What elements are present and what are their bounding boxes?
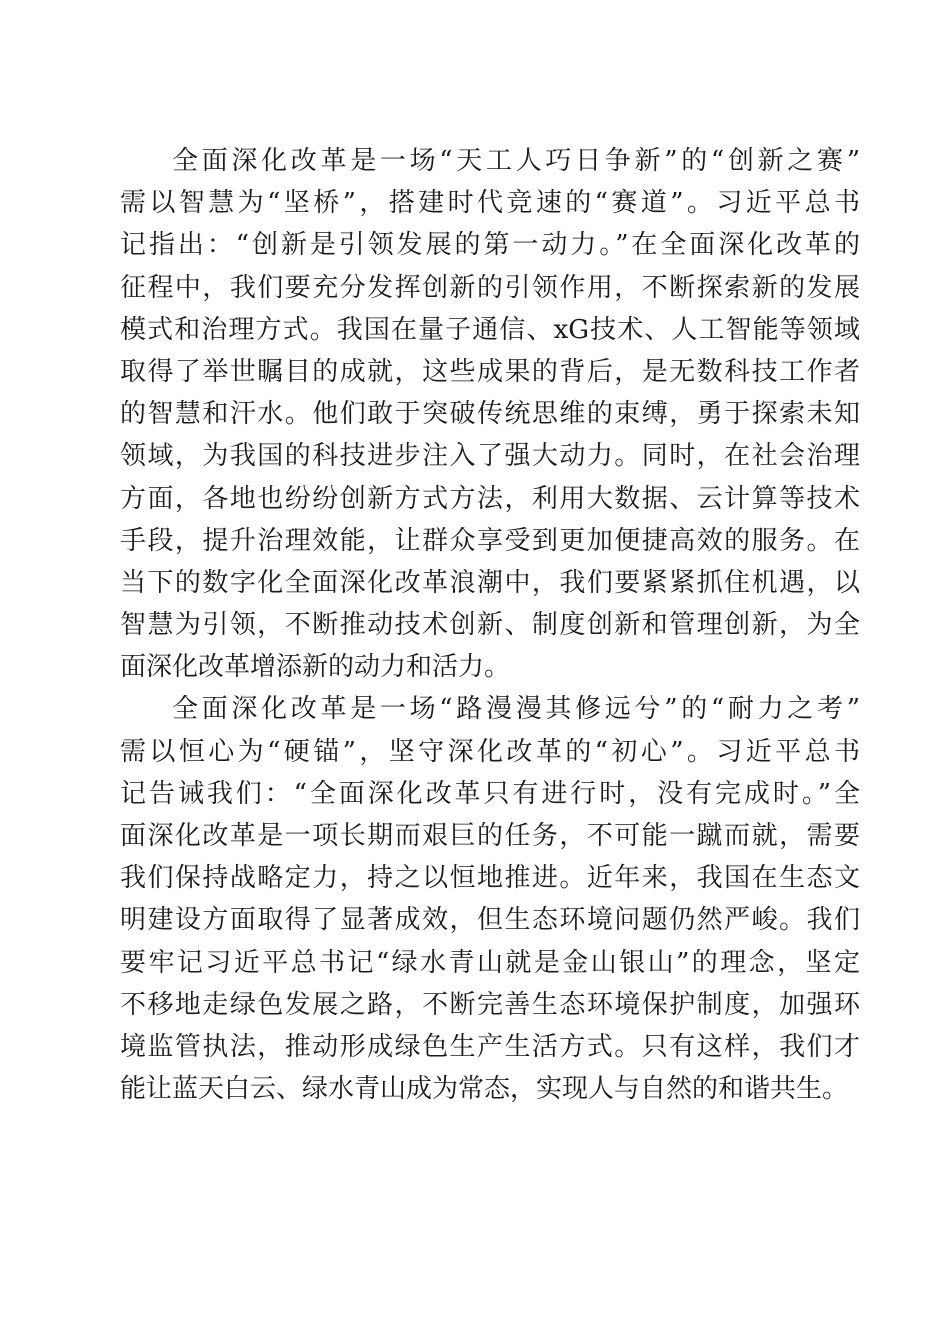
paragraph-innovation	[120, 140, 860, 688]
paragraph-perseverance	[120, 688, 860, 1110]
text-line: 全面深化改革是一场“路漫漫其修远兮”的“耐力之考”	[172, 694, 860, 725]
text-line: 明建设方面取得了显著成效，但生态环境问题仍然严峻。我们	[120, 905, 860, 936]
text-line: 境监管执法，推动形成绿色生产生活方式。只有这样，我们才	[120, 1031, 860, 1062]
text-line: 取得了举世瞩目的成就，这些成果的背后，是无数科技工作者	[120, 356, 860, 387]
text-line: 模式和治理方式。我国在量子通信、xG技术、人工智能等领域	[120, 314, 860, 345]
text-line: 领域，为我国的科技进步注入了强大动力。同时，在社会治理	[120, 441, 860, 472]
text-line: 不移地走绿色发展之路，不断完善生态环境保护制度，加强环	[120, 989, 860, 1020]
text-line: 方面，各地也纷纷创新方式方法，利用大数据、云计算等技术	[120, 483, 860, 514]
document-body	[120, 140, 860, 1110]
text-line: 手段，提升治理效能，让群众享受到更加便捷高效的服务。在	[120, 525, 860, 556]
text-line: 能让蓝天白云、绿水青山成为常态，实现人与自然的和谐共生。	[120, 1074, 849, 1105]
text-line: 面深化改革是一项长期而艰巨的任务，不可能一蹴而就，需要	[120, 821, 860, 851]
text-line: 全面深化改革是一场“天工人巧日争新”的“创新之赛”	[172, 146, 860, 176]
text-line: 需以智慧为“坚桥”，搭建时代竞速的“赛道”。习近平总书	[120, 188, 860, 219]
text-line: 面深化改革增添新的动力和活力。	[120, 652, 511, 683]
text-line: 要牢记习近平总书记“绿水青山就是金山银山”的理念，坚定	[120, 947, 860, 978]
text-line: 记指出：“创新是引领发展的第一动力。”在全面深化改革的	[120, 230, 860, 261]
text-line: 记告诫我们：“全面深化改革只有进行时，没有完成时。”全	[120, 778, 860, 809]
text-line: 智慧为引领，不断推动技术创新、制度创新和管理创新，为全	[120, 610, 860, 641]
text-line: 需以恒心为“硬锚”，坚守深化改革的“初心”。习近平总书	[120, 736, 860, 767]
text-line: 当下的数字化全面深化改革浪潮中，我们要紧紧抓住机遇，以	[120, 567, 860, 598]
text-line: 我们保持战略定力，持之以恒地推进。近年来，我国在生态文	[120, 863, 860, 894]
text-line: 征程中，我们要充分发挥创新的引领作用，不断探索新的发展	[120, 272, 860, 303]
text-line: 的智慧和汗水。他们敢于突破传统思维的束缚，勇于探索未知	[120, 399, 860, 430]
